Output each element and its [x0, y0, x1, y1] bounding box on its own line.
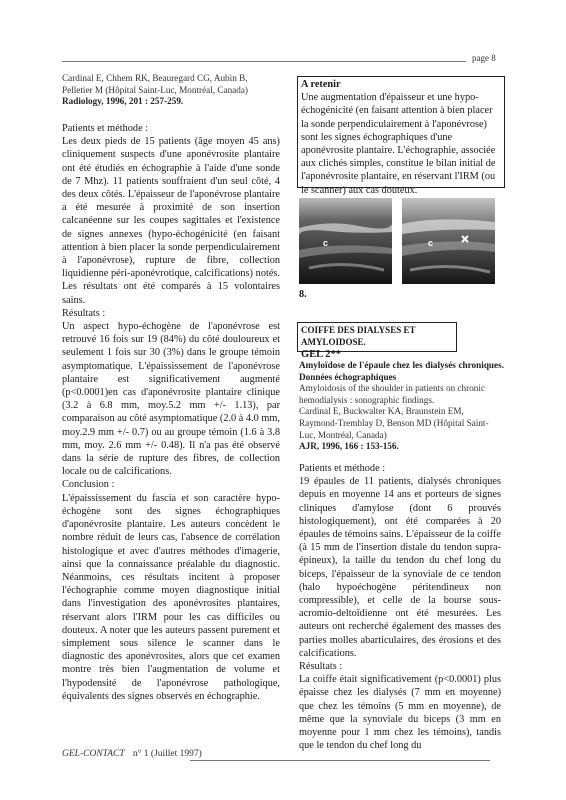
resultats-heading: Résultats :: [299, 661, 343, 673]
article-authors-line: Luc, Montréal, Canada): [299, 429, 387, 440]
ultrasound-left-graphic: [299, 198, 392, 284]
conclusion-heading: Conclusion :: [62, 479, 115, 491]
resultats-paragraph: Un aspect hypo-échogène de l'aponévrose est retrouvé 16 fois sur 19 (84%) du côté douloureux et seulement 1 fois sur 30 (3%) dans le groupe témoin asymptomatique. L'épaississement de l'aponévrose plantaire est significativement augmenté (p<0.0001)en cas d'aponévrosite plantaire clinique (3.2 à 6.8 mm, moy.5.2 mm +/- 1.13), par comparaison au côté asymptomatique (2.0 à 4.0 mm, moy.2.9 mm +/- 0.7) ou au groupe témoin (1.6 à 3.8 mm, moy. 2.6 mm +/- 0.48). Il n'a pas été observé dans la série de rupture des fibres, de collection locale ou de calcifications.: [62, 321, 280, 478]
footer-journal: [62, 749, 202, 759]
footer-issue: n° 1 (Juillet 1997): [132, 749, 202, 759]
section-subtitle: GEL 2**: [301, 349, 341, 360]
conclusion-paragraph: L'épaississement du fascia et son caractère hypo-échogène sont des signes échographiques d'aponévrosite plantaire. Les auteurs concèdent le nombre réduit de leurs cas, l'absence de corrélation histologique et avec d'autres méthodes d'imagerie, ainsi que la connaissance préalable du diagnostic. Néanmoins, ces résultats incitent à proposer l'échographie comme moyen diagnostique initial dans l'investigation des aponévrosites plantaires, réservant alors l'IRM pour les cas difficiles ou douteux. A noter que les auteurs passent purement et simplement sous silence le scanner dans le diagnostic des aponévrosites, alors que cet examen montre très bien l'augmentation de volume et l'hypodensité de l'aponévrose pathologique, équivalents des signes observés en échographie.: [62, 492, 280, 702]
section-title: COIFFE DES DIALYSES ET AMYLOIDOSE.: [301, 325, 416, 347]
footer-journal-name: GEL-CONTACT: [62, 749, 125, 759]
methodes-heading: Patients et méthode :: [299, 463, 386, 474]
figure-number: 8.: [299, 289, 307, 300]
article-authors-line: Cardinal E, Buckwalter KA, Braunstein EM,: [299, 406, 464, 417]
resultats-heading: Résultats :: [62, 307, 106, 319]
left-body: [62, 122, 280, 703]
methodes-heading: Patients et méthode :: [62, 123, 149, 134]
retenir-title: A retenir: [301, 79, 341, 90]
article-journal: AJR, 1996, 166 : 153-156.: [299, 441, 399, 452]
image-label-c: c: [428, 238, 434, 248]
left-citation: [62, 73, 292, 108]
citation-line: Pelletier M (Hôpital Saint-Luc, Montréal, Canada): [62, 84, 248, 95]
header-rule: [62, 61, 466, 62]
methodes-paragraph: Les deux pieds de 15 patients (âge moyen 45 ans) cliniquement suspects d'une aponévrosite plantaire ont été étudiés en échographie à l'aide d'une sonde de 7 Mhz). 11 patients souffraient d'un seul côté, 4 des deux côtés. L'épaisseur de l'aponévrose plantaire a été mesurée à proximité de son insertion calcanéenne sur les coupes sagittales et l'existence de signes annexes (hypo-échogénicité (en faisant attention à bien placer la sonde perpendiculairement à l'aponévrose), rupture de fibre, collection liquidienne péri-aponévrotique, calcifications) notés. Les résultats ont été comparés à 15 volontaires sains.: [62, 136, 280, 306]
article-title: Amyloïdose de l'épaule chez les dialysés chroniques. Données échographiques: [299, 360, 504, 382]
image-label-c: c: [323, 238, 329, 248]
section-title-box: [297, 322, 457, 360]
article-authors-line: Raymond-Tremblay D, Benson MD (Hôpital Saint-: [299, 417, 489, 428]
right-body: [299, 462, 501, 752]
article-title-en-line: Amyloidosis of the shoulder in patients on chronic: [299, 383, 486, 394]
methodes-paragraph: 19 épaules de 11 patients, dialysés chroniques depuis en moyenne 14 ans et porteurs de signes cliniques d'amylose (dont 6 prouvés histologiquement), ont été comparées à 20 épaules de témoins sains. L'épaisseur de la coiffe (à 15 mm de l'insertion distale du tendon supra-épineux), la taille du tendon du chef long du biceps, l'épaisseur de la synoviale de ce tendon (halo hypoéchogène péritendineux non compressible), et celle de la bourse sous-acromio-deltoïdienne ont été mesurées. Les auteurs ont recherché également des masses des parties molles abarticulaires, des érosions et des calcifications.: [299, 476, 501, 659]
citation-journal: Radiology, 1996, 201 : 257-259.: [62, 96, 184, 107]
resultats-paragraph: La coiffe était significativement (p<0.0001) plus épaisse chez les dialysés (7 mm en moyenne) que chez les témoins (5 mm en moyenne), de même que la synoviale du biceps (3 mm en moyenne pour 1 mm chez les témoins), tandis que le tendon du chef long du: [299, 674, 501, 752]
citation-line: Cardinal E, Chhem RK, Beauregard CG, Aubin B,: [62, 73, 248, 83]
article-title-en-line: hemodialysis : sonographic findings.: [299, 394, 435, 405]
ultrasound-image-right: [402, 198, 495, 284]
ultrasound-right-graphic: [402, 198, 495, 284]
footer-rule: [190, 760, 490, 761]
page-number: page 8: [472, 53, 496, 63]
retenir-text: Une augmentation d'épaisseur et une hypo-échogénicité (en faisant attention à bien placer la sonde perpendiculairement à l'aponévrose) sont les signes échographiques d'une aponévrosite plantaire. L'échographie, associée aux clichés simples, constitue le bilan initial de l'aponévrosite plantaire, en réservant l'IRM (ou le scanner) aux cas douteux.: [301, 92, 496, 196]
retenir-box: [297, 76, 505, 196]
article-header: [299, 360, 504, 453]
ultrasound-image-left: [299, 198, 392, 284]
